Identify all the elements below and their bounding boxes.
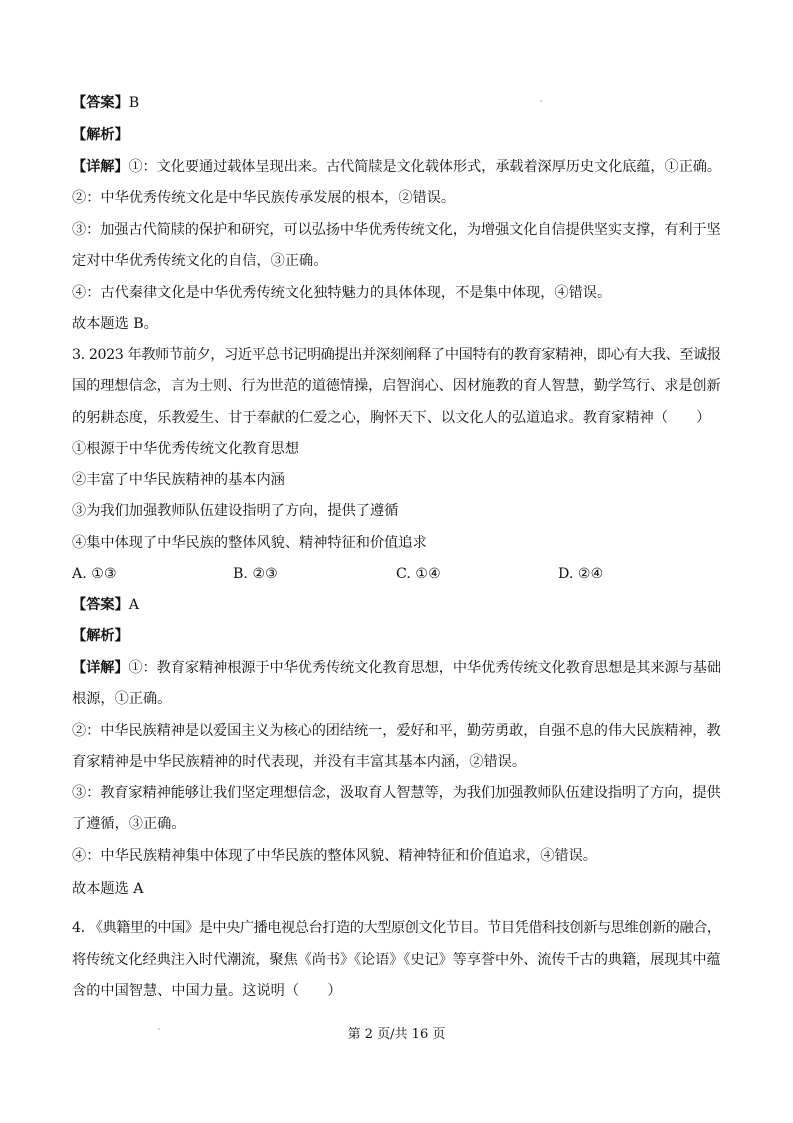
q2-detail-line-5: ④：古代秦律文化是中华优秀传统文化独特魅力的具体体现，不是集中体现，④错误。 xyxy=(72,285,612,301)
q3-option-d: D. ②④ xyxy=(558,566,604,582)
q3-item-4: ④集中体现了中华民族的整体风貌、精神特征和价值追求 xyxy=(72,535,427,551)
q3-detail-line-2: 根源，①正确。 xyxy=(72,691,172,707)
detail-tag: 【详解】 xyxy=(72,660,129,676)
q2-detail-line-2: ②：中华优秀传统文化是中华民族传承发展的根本，②错误。 xyxy=(72,190,456,206)
q2-detail-line-4: 定对中华优秀传统文化的自信，③正确。 xyxy=(72,253,328,269)
q3-detail-line-3: ②：中华民族精神是以爱国主义为核心的团结统一，爱好和平，勤劳勇敢，自强不息的伟大民族精神，教 xyxy=(72,723,721,739)
q3-detail-line-1 xyxy=(72,658,721,678)
q4-stem-line-1: 4. 《典籍里的中国》是中央广播电视总台打造的大型原创文化节目。节目凭借科技创新与思维创新的融合， xyxy=(72,920,721,936)
q2-detail-line-3: ③：加强古代简牍的保护和研究，可以弘扬中华优秀传统文化，为增强文化自信提供坚实支撑，有利于坚 xyxy=(72,222,721,238)
q3-answer-line xyxy=(72,595,139,615)
detail-tag: 【详解】 xyxy=(72,159,129,175)
q2-conclusion: 故本题选 B。 xyxy=(72,316,158,332)
answer-value: A xyxy=(128,597,140,613)
q2-answer-line xyxy=(72,93,139,113)
q3-stem-line-2: 国的理想信念，言为士则、行为世范的道德情操，启智润心、因材施教的育人智慧，勤学笃行、求是创新 xyxy=(72,378,721,394)
q4-stem-line-2: 将传统文化经典注入时代潮流，聚焦《尚书》《论语》《史记》等享誉中外、流传千古的典籍，展现其中蕴 xyxy=(72,952,721,968)
answer-tag: 【答案】 xyxy=(72,95,129,111)
answer-tag: 【答案】 xyxy=(72,597,129,613)
q2-detail-line-1 xyxy=(72,157,721,177)
q3-stem-line-1: 3. 2023 年教师节前夕，习近平总书记明确提出并深刻阐释了中国特有的教育家精神，即心有大我、至诚报 xyxy=(72,347,721,363)
detail-text: ①：文化要通过载体呈现出来。古代简牍是文化载体形式，承载着深厚历史文化底蕴，①正确。 xyxy=(128,159,721,175)
q3-conclusion: 故本题选 A xyxy=(72,881,144,897)
q3-option-b: B. ②③ xyxy=(233,566,278,582)
q3-item-3: ③为我们加强教师队伍建设指明了方向，提供了遵循 xyxy=(72,503,399,519)
q4-stem-line-3: 含的中国智慧、中国力量。这说明（ ） xyxy=(72,983,342,999)
q2-analysis-tag: 【解析】 xyxy=(72,127,129,143)
answer-value: B xyxy=(128,95,140,111)
q3-detail-line-5: ③：教育家精神能够让我们坚定理想信念，汲取育人智慧等，为我们加强教师队伍建设指明了方向，提供 xyxy=(72,785,721,801)
q3-option-c: C. ①④ xyxy=(396,566,441,582)
q3-option-a: A. ①③ xyxy=(72,566,117,582)
q3-detail-line-7: ④：中华民族精神集中体现了中华民族的整体风貌、精神特征和价值追求，④错误。 xyxy=(72,848,597,864)
detail-text: ①：教育家精神根源于中华优秀传统文化教育思想，中华优秀传统文化教育思想是其来源与基础 xyxy=(128,660,721,676)
q3-detail-line-6: 了遵循，③正确。 xyxy=(72,816,186,832)
q3-stem-line-3: 的躬耕态度，乐教爱生、甘于奉献的仁爱之心，胸怀天下、以文化人的弘道追求。教育家精神（ ） xyxy=(72,410,711,426)
scan-speck xyxy=(540,100,542,102)
q3-detail-line-4: 育家精神是中华民族精神的时代表现，并没有丰富其基本内涵，②错误。 xyxy=(72,754,527,770)
page-number: 第 2 页/共 16 页 xyxy=(347,1027,446,1042)
q3-item-2: ②丰富了中华民族精神的基本内涵 xyxy=(72,472,285,488)
q3-item-1: ①根源于中华优秀传统文化教育思想 xyxy=(72,441,300,457)
q3-analysis-tag: 【解析】 xyxy=(72,628,129,644)
